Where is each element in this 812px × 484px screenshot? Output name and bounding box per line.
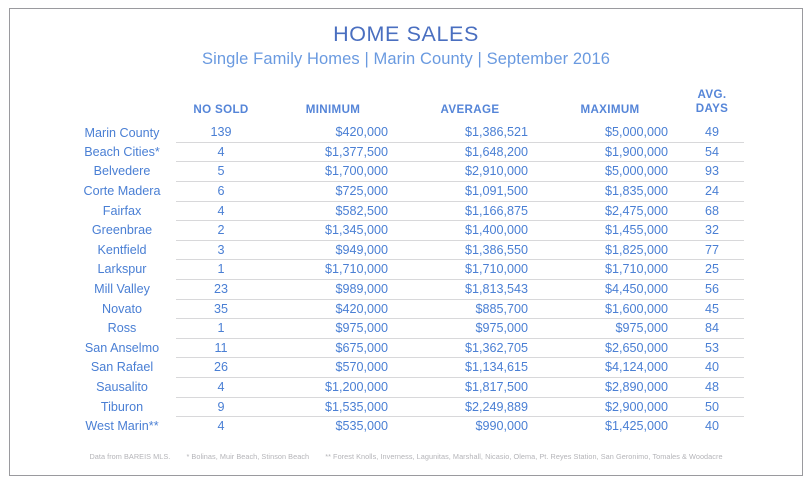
cell-place: Greenbrae	[91, 223, 153, 238]
cell-avg-days: 32	[680, 221, 744, 241]
cell-place: Belvedere	[93, 164, 151, 179]
cell-minimum: $582,500	[266, 201, 400, 221]
cell-avg-days: 84	[680, 319, 744, 339]
cell-maximum: $1,825,000	[540, 240, 680, 260]
cell-place: Tiburon	[100, 399, 144, 414]
cell-no-sold: 1	[176, 319, 266, 339]
cell-average: $1,710,000	[400, 260, 540, 280]
cell-no-sold: 5	[176, 162, 266, 182]
cell-avg-days: 56	[680, 280, 744, 300]
cell-no-sold: 11	[176, 338, 266, 358]
home-sales-table	[72, 88, 744, 436]
cell-no-sold: 139	[210, 125, 232, 140]
cell-maximum: $1,900,000	[540, 142, 680, 162]
column-header-place	[72, 88, 176, 123]
table-row	[72, 182, 744, 202]
table-row	[72, 299, 744, 319]
cell-minimum: $420,000	[266, 299, 400, 319]
cell-minimum: $1,200,000	[266, 378, 400, 398]
table-row	[72, 162, 744, 182]
cell-average: $1,386,550	[400, 240, 540, 260]
cell-average: $1,648,200	[400, 142, 540, 162]
table-row	[72, 240, 744, 260]
cell-avg-days: 77	[680, 240, 744, 260]
cell-place: Kentfield	[97, 242, 147, 257]
cell-maximum: $1,835,000	[540, 182, 680, 202]
cell-no-sold: 2	[176, 221, 266, 241]
cell-maximum: $1,425,000	[540, 417, 680, 436]
table-row	[72, 280, 744, 300]
cell-place: San Rafael	[90, 360, 154, 375]
column-header-no-sold: NO SOLD	[193, 103, 249, 117]
column-header-avg-days	[680, 88, 744, 123]
cell-maximum: $2,650,000	[540, 338, 680, 358]
table-row	[72, 260, 744, 280]
table-row	[72, 221, 744, 241]
cell-avg-days: 54	[680, 142, 744, 162]
cell-minimum: $1,710,000	[266, 260, 400, 280]
sales-table-container	[72, 88, 744, 436]
cell-maximum: $1,710,000	[540, 260, 680, 280]
cell-minimum: $535,000	[266, 417, 400, 436]
cell-average: $2,249,889	[400, 397, 540, 417]
cell-minimum: $725,000	[266, 182, 400, 202]
cell-minimum: $1,377,500	[266, 142, 400, 162]
cell-minimum: $1,345,000	[266, 221, 400, 241]
cell-no-sold: 26	[176, 358, 266, 378]
footnote	[0, 452, 812, 461]
cell-no-sold: 6	[176, 182, 266, 202]
cell-no-sold: 4	[176, 378, 266, 398]
cell-place: Beach Cities*	[84, 144, 160, 159]
table-header-row	[72, 88, 744, 123]
cell-average: $1,813,543	[400, 280, 540, 300]
column-header-average: AVERAGE	[440, 103, 500, 117]
column-header-avg-days-line2: DAYS	[695, 102, 729, 116]
cell-place: Larkspur	[97, 262, 147, 277]
cell-place: Ross	[107, 321, 137, 336]
cell-place: Marin County	[84, 125, 160, 140]
footnote-one-star: * Bolinas, Muir Beach, Stinson Beach	[186, 452, 310, 461]
cell-average: $2,910,000	[400, 162, 540, 182]
cell-place: Sausalito	[96, 380, 148, 394]
cell-avg-days: 40	[680, 417, 744, 436]
cell-place: Fairfax	[102, 203, 142, 218]
cell-average: $1,400,000	[400, 221, 540, 241]
cell-minimum: $1,535,000	[266, 397, 400, 417]
cell-avg-days: 93	[680, 162, 744, 182]
footnote-two-star: ** Forest Knolls, Inverness, Lagunitas, Marshall, Nicasio, Olema, Pt. Reyes Station, San Geronimo, Tomales & Woodacre	[325, 452, 723, 461]
cell-average: $1,817,500	[400, 378, 540, 398]
cell-avg-days: 50	[680, 397, 744, 417]
column-header-maximum: MAXIMUM	[580, 103, 640, 117]
cell-avg-days: 25	[680, 260, 744, 280]
cell-no-sold: 9	[176, 397, 266, 417]
cell-no-sold: 1	[176, 260, 266, 280]
cell-average: $990,000	[400, 417, 540, 436]
cell-avg-days: 48	[680, 378, 744, 398]
cell-maximum: $4,450,000	[540, 280, 680, 300]
column-header-minimum: MINIMUM	[305, 103, 361, 117]
cell-maximum: $2,900,000	[540, 397, 680, 417]
table-row	[72, 123, 744, 142]
cell-place: Mill Valley	[94, 282, 150, 297]
cell-no-sold: 3	[176, 240, 266, 260]
cell-place: Novato	[102, 301, 142, 316]
cell-avg-days: 40	[680, 358, 744, 378]
cell-place: West Marin**	[85, 418, 159, 433]
cell-maximum: $1,600,000	[540, 299, 680, 319]
cell-maximum: $5,000,000	[604, 125, 668, 140]
table-row	[72, 378, 744, 398]
cell-no-sold: 4	[176, 142, 266, 162]
page-subtitle: Single Family Homes | Marin County | September 2016	[201, 50, 610, 68]
cell-avg-days: 68	[680, 201, 744, 221]
cell-no-sold: 35	[176, 299, 266, 319]
table-body	[72, 123, 744, 436]
cell-maximum: $5,000,000	[540, 162, 680, 182]
cell-no-sold: 4	[176, 201, 266, 221]
cell-maximum: $2,475,000	[540, 201, 680, 221]
cell-avg-days: 24	[680, 182, 744, 202]
cell-average: $1,091,500	[400, 182, 540, 202]
cell-avg-days: 53	[680, 338, 744, 358]
table-row	[72, 201, 744, 221]
table-row	[72, 397, 744, 417]
cell-avg-days: 45	[680, 299, 744, 319]
table-header	[72, 88, 744, 123]
cell-maximum: $975,000	[540, 319, 680, 339]
cell-average: $1,166,875	[400, 201, 540, 221]
cell-minimum: $420,000	[335, 125, 388, 140]
cell-minimum: $570,000	[266, 358, 400, 378]
table-row	[72, 358, 744, 378]
cell-minimum: $975,000	[266, 319, 400, 339]
cell-maximum: $1,455,000	[540, 221, 680, 241]
cell-minimum: $989,000	[266, 280, 400, 300]
page-title: HOME SALES	[333, 22, 479, 46]
cell-average: $1,386,521	[464, 125, 528, 140]
cell-avg-days: 49	[704, 125, 719, 140]
footnote-source: Data from BAREIS MLS.	[89, 452, 171, 461]
table-row	[72, 142, 744, 162]
cell-place: Corte Madera	[83, 184, 161, 199]
column-header-avg-days-line1: AVG.	[697, 88, 727, 101]
cell-maximum: $2,890,000	[540, 378, 680, 398]
cell-no-sold: 4	[176, 417, 266, 436]
cell-minimum: $949,000	[266, 240, 400, 260]
table-row	[72, 319, 744, 339]
cell-average: $1,134,615	[400, 358, 540, 378]
cell-no-sold: 23	[176, 280, 266, 300]
cell-average: $885,700	[400, 299, 540, 319]
cell-maximum: $4,124,000	[540, 358, 680, 378]
table-row	[72, 417, 744, 436]
cell-average: $975,000	[400, 319, 540, 339]
cell-minimum: $1,700,000	[266, 162, 400, 182]
cell-average: $1,362,705	[400, 338, 540, 358]
table-row	[72, 338, 744, 358]
cell-minimum: $675,000	[266, 338, 400, 358]
cell-place: San Anselmo	[84, 340, 160, 355]
